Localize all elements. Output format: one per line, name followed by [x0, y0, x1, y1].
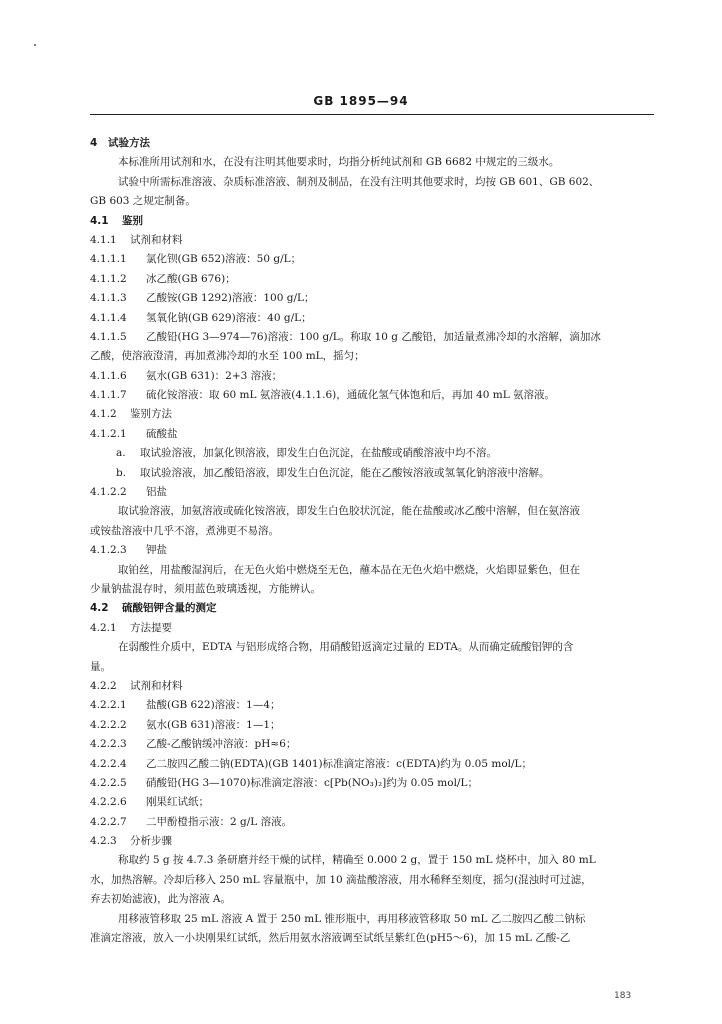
text-line — [90, 641, 656, 660]
section-number: a. — [116, 447, 126, 460]
section-number: 4.2.2.3 — [90, 738, 127, 751]
line-text: 硝酸铅(HG 3—1070)标准滴定溶液：c[Pb(NO₃)₂]约为 0.05 mol/L； — [146, 776, 478, 789]
text-line — [90, 408, 656, 427]
text-line — [90, 816, 656, 835]
line-text: 在弱酸性介质中，EDTA 与铝形成络合物，用硝酸铅返滴定过量的 EDTA。从而确定硫酸铝钾的含 — [118, 641, 574, 654]
line-text: GB 603 之规定制备。 — [90, 195, 196, 208]
line-text: 二甲酚橙指示液：2 g/L 溶液。 — [146, 815, 293, 828]
line-text: 或铵盐溶液中几乎不溶，煮沸更不易溶。 — [90, 524, 279, 537]
section-number: 4.1 — [90, 214, 109, 227]
line-text: 刚果红试纸； — [146, 796, 209, 809]
text-line — [90, 874, 656, 893]
line-text: 取试验溶液，加氨溶液或硫化铵溶液，即发生白色胶状沉淀，能在盐酸或冰乙酸中溶解，但在氨溶液 — [118, 505, 580, 518]
text-line — [90, 467, 656, 486]
text-line — [90, 525, 656, 544]
line-text: 量。 — [90, 660, 111, 673]
section-number: 4.2.2.5 — [90, 776, 127, 789]
section-number: 4.1.1.3 — [90, 292, 127, 305]
section-number: b. — [116, 466, 127, 479]
line-text: 乙酸铅(HG 3—974—76)溶液：100 g/L。称取 10 g 乙酸铅，加适量煮沸冷却的水溶解，滴加冰 — [146, 330, 601, 343]
section-number: 4.2 — [90, 602, 109, 615]
line-text: 氢氧化钠(GB 629)溶液：40 g/L； — [146, 311, 312, 324]
line-text: 本标准所用试剂和水，在没有注明其他要求时，均指分析纯试剂和 GB 6682 中规定的三级水。 — [118, 156, 560, 169]
text-line — [90, 234, 656, 253]
line-text: 硫酸盐 — [146, 427, 178, 440]
header-rule — [90, 114, 654, 115]
text-line — [90, 505, 656, 524]
section-number: 4.1.2.2 — [90, 486, 127, 499]
line-text: 硫酸铝钾含量的测定 — [122, 602, 217, 615]
section-number: 4.1.1.2 — [90, 272, 127, 285]
text-line — [90, 622, 656, 641]
section-number: 4.1.1.7 — [90, 389, 127, 402]
text-line — [90, 680, 656, 699]
section-number: 4.2.2.7 — [90, 815, 127, 828]
text-line — [90, 331, 656, 350]
line-text: 氯化钡(GB 652)溶液：50 g/L； — [146, 253, 302, 266]
line-text: 取试验溶液，加氯化钡溶液，即发生白色沉淀，在盐酸或硝酸溶液中均不溶。 — [140, 447, 497, 460]
line-text: 试剂和材料 — [130, 679, 183, 692]
line-text: 分析步骤 — [130, 835, 172, 848]
text-line — [90, 719, 656, 738]
section-number: 4.2.2.6 — [90, 796, 127, 809]
line-text: 称取约 5 g 按 4.7.3 条研磨并经干燥的试样，精确至 0.000 2 g，置于 150 mL 烧杯中，加入 80 mL — [118, 854, 596, 867]
line-text: 乙酸，使溶液澄清，再加煮沸冷却的水至 100 mL，摇匀； — [90, 350, 365, 363]
text-line — [90, 738, 656, 757]
section-number: 4.2.3 — [90, 835, 117, 848]
section-number: 4.1.1.4 — [90, 311, 127, 324]
text-line — [90, 370, 656, 389]
section-number: 4.1.2 — [90, 408, 117, 421]
text-line — [90, 854, 656, 873]
text-line — [90, 544, 656, 563]
text-line — [90, 273, 656, 292]
text-line — [90, 661, 656, 680]
line-text: 试验中所需标准溶液、杂质标准溶液、制剂及制品，在没有注明其他要求时，均按 GB 601、GB 602、 — [118, 175, 600, 188]
section-number: 4.1.1.1 — [90, 253, 127, 266]
text-line — [90, 913, 656, 932]
line-text: 氨水(GB 631)：2+3 溶液； — [146, 369, 283, 382]
line-text: 乙酸-乙酸钠缓冲溶液：pH≈6； — [146, 738, 297, 751]
line-text: 水，加热溶解。冷却后移入 250 mL 容量瓶中，加 10 滴盐酸溶液，用水稀释至刻度，摇匀(混浊时可过滤， — [90, 873, 592, 886]
line-text: 鉴别 — [122, 214, 143, 227]
line-text: 用移液管移取 25 mL 溶液 A 置于 250 mL 锥形瓶中，再用移液管移取 50 mL 乙二胺四乙酸二钠标 — [118, 912, 586, 925]
text-line — [90, 292, 656, 311]
section-number: 4.1.1 — [90, 233, 117, 246]
section-number: 4.1.1.5 — [90, 330, 127, 343]
text-line — [90, 486, 656, 505]
line-text: 试验方法 — [108, 137, 150, 149]
standard-number-header: GB 1895—94 — [313, 94, 409, 108]
text-line — [90, 176, 656, 195]
text-line — [90, 447, 656, 466]
text-line — [90, 564, 656, 583]
text-line — [90, 350, 656, 369]
text-line — [90, 699, 656, 718]
text-line — [90, 156, 656, 175]
line-text: 取铂丝，用盐酸湿润后，在无色火焰中燃烧至无色，蘸本品在无色火焰中燃烧，火焰即显紫色，但在 — [118, 563, 580, 576]
text-line — [90, 893, 656, 912]
line-text: 乙二胺四乙酸二钠(EDTA)(GB 1401)标准滴定溶液：c(EDTA)约为 0.05 mol/L； — [146, 757, 533, 770]
text-line — [90, 932, 656, 951]
text-line — [90, 253, 656, 272]
line-text: 少量钠盐混存时，须用蓝色玻璃透视，方能辨认。 — [90, 582, 321, 595]
line-text: 盐酸(GB 622)溶液：1—4； — [146, 699, 281, 712]
text-line — [90, 602, 656, 621]
text-line — [90, 195, 656, 214]
line-text: 冰乙酸(GB 676)； — [146, 272, 236, 285]
text-line — [90, 137, 656, 156]
scan-speck — [34, 44, 36, 46]
body-text — [90, 137, 656, 951]
section-number: 4.2.2.2 — [90, 718, 127, 731]
line-text: 乙酸铵(GB 1292)溶液：100 g/L； — [146, 292, 315, 305]
section-number: 4 — [90, 137, 98, 149]
line-text: 方法提要 — [130, 621, 172, 634]
page-number: 183 — [614, 991, 632, 1001]
section-number: 4.2.2 — [90, 679, 117, 692]
line-text: 准滴定溶液，放入一小块刚果红试纸，然后用氨水溶液调至试纸呈紫红色(pH5～6)，加 15 mL 乙酸-乙 — [90, 932, 571, 945]
section-number: 4.2.2.1 — [90, 699, 127, 712]
line-text: 钾盐 — [146, 544, 167, 557]
text-line — [90, 777, 656, 796]
section-number: 4.1.2.3 — [90, 544, 127, 557]
section-number: 4.1.2.1 — [90, 427, 127, 440]
text-line — [90, 583, 656, 602]
line-text: 取试验溶液，加乙酸铅溶液，即发生白色沉淀，能在乙酸铵溶液或氢氧化钠溶液中溶解。 — [140, 466, 550, 479]
line-text: 弃去初始滤液)，此为溶液 A。 — [90, 893, 232, 906]
text-line — [90, 428, 656, 447]
line-text: 铝盐 — [146, 486, 167, 499]
line-text: 硫化铵溶液：取 60 mL 氨溶液(4.1.1.6)，通硫化氢气体饱和后，再加 40 mL 氨溶液。 — [146, 389, 556, 402]
text-line — [90, 312, 656, 331]
text-line — [90, 796, 656, 815]
section-number: 4.2.1 — [90, 621, 117, 634]
line-text: 试剂和材料 — [130, 233, 183, 246]
text-line — [90, 835, 656, 854]
text-line — [90, 389, 656, 408]
section-number: 4.2.2.4 — [90, 757, 127, 770]
section-number: 4.1.1.6 — [90, 369, 127, 382]
text-line — [90, 215, 656, 234]
line-text: 鉴别方法 — [130, 408, 172, 421]
line-text: 氨水(GB 631)溶液：1—1； — [146, 718, 281, 731]
text-line — [90, 758, 656, 777]
